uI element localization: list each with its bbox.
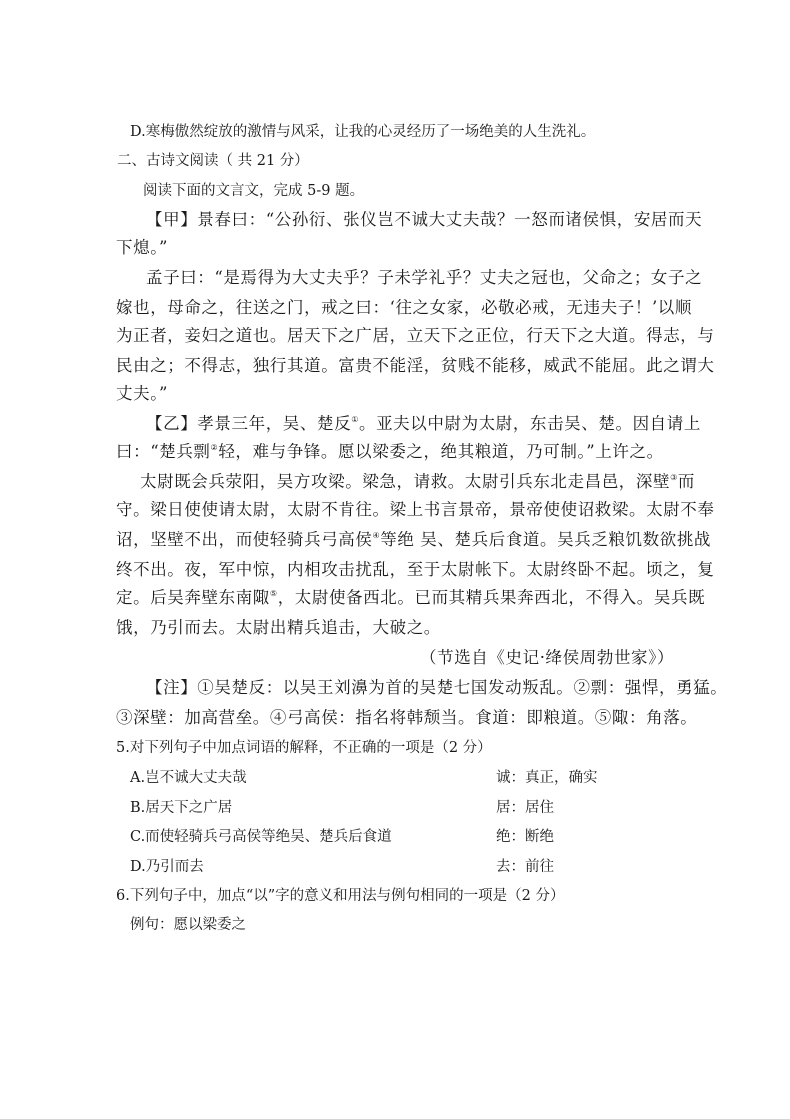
passage-yi-line: 诏，坚壁不出，而使轻骑兵弓高侯④等绝 吴、楚兵后食道。吴兵乏粮饥数欲挑战: [116, 530, 712, 549]
question-6-example: 例句：愿以梁委之: [130, 917, 246, 933]
passage-jia-line: 孟子曰：“是焉得为大丈夫乎？子未学礼乎？丈夫之冠也，父命之；女子之: [146, 268, 703, 287]
passage-yi-line: 【乙】孝景三年，吴、楚反①。亚夫以中尉为太尉，东击吴、楚。因自请上: [146, 414, 701, 433]
question-6-stem: 6.下列句子中，加点“以”字的意义和用法与例句相同的一项是（2 分）: [116, 888, 565, 904]
footnote-marker: ①: [351, 415, 359, 424]
passage-yi-line: 曰：“楚兵剽②轻，难与争锋。愿以梁委之，绝其粮道，乃可制。”上许之。: [116, 442, 664, 461]
question-5-gloss-d: 去：前往: [496, 859, 554, 875]
passage-jia-line: 为正者，妾妇之道也。居天下之广居，立天下之正位，行天下之大道。得志，与: [116, 326, 715, 345]
annotation-line: 【注】①吴楚反：以吴王刘濞为首的吴楚七国发动叛乱。②剽：强悍，勇猛。: [146, 678, 728, 697]
passage-yi-line: 饿，乃引而去。太尉出精兵追击，大破之。: [116, 618, 441, 637]
question-5-gloss-b: 居：居住: [496, 800, 554, 816]
passage-jia-line: 嫁也，母命之，往送之门，戒之曰：‘往之女家，必敬必戒，无违夫子！’以顺: [116, 298, 692, 317]
footnote-marker: ⑤: [269, 589, 278, 598]
question-5-option-d: D.乃引而去: [130, 859, 204, 875]
question-5-option-a: A.岂不诚大丈夫哉: [130, 770, 247, 786]
footnote-marker: ②: [210, 443, 219, 452]
question-5-option-b: B.居天下之广居: [130, 800, 233, 816]
previous-option-d: D.寒梅傲然绽放的激情与风采，让我的心灵经历了一场绝美的人生洗礼。: [130, 124, 596, 140]
passage-source: （节选自《史记·绛侯周勃世家》）: [420, 648, 675, 667]
reading-instruction: 阅读下面的文言文，完成 5-9 题。: [143, 183, 365, 199]
passage-yi-line: 定。后吴奔壁东南陬⑤，太尉使备西北。已而其精兵果奔西北，不得入。吴兵既: [116, 588, 706, 607]
question-5-option-c: C.而使轻骑兵弓高侯等绝吴、楚兵后食道: [130, 829, 392, 845]
passage-jia-line: 民由之；不得志，独行其道。富贵不能淫，贫贱不能移，威武不能屈。此之谓大: [116, 356, 715, 375]
section-heading: 二、古诗文阅读（ 共 21 分）: [117, 153, 309, 169]
question-5-gloss-a: 诚：真正，确实: [496, 770, 598, 786]
footnote-marker: ④: [372, 531, 381, 540]
passage-jia-line: 【甲】景春曰：“公孙衍、张仪岂不诚大丈夫哉？一怒而诸侯惧，安居而天: [146, 210, 703, 229]
passage-yi-line: 终不出。夜，军中惊，内相攻击扰乱，至于太尉帐下。太尉终卧不起。顷之，复: [116, 560, 715, 579]
footnote-marker: ③: [670, 473, 678, 482]
question-5-stem: 5.对下列句子中加点词语的解释，不正确的一项是（2 分）: [116, 740, 492, 756]
annotation-line: ③深壁：加高营垒。④弓高侯：指名将韩颓当。食道：即粮道。⑤陬：角落。: [116, 708, 698, 727]
passage-jia-line: 丈夫。”: [116, 384, 169, 403]
passage-yi-line: 守。梁日使使请太尉，太尉不肯往。梁上书言景帝，景帝使使诏救梁。太尉不奉: [116, 500, 715, 519]
question-5-gloss-c: 绝：断绝: [496, 829, 554, 845]
passage-yi-line: 太尉既会兵荥阳，吴方攻梁。梁急，请救。太尉引兵东北走昌邑，深壁③而: [140, 472, 695, 491]
passage-jia-line: 下熄。”: [116, 238, 169, 257]
